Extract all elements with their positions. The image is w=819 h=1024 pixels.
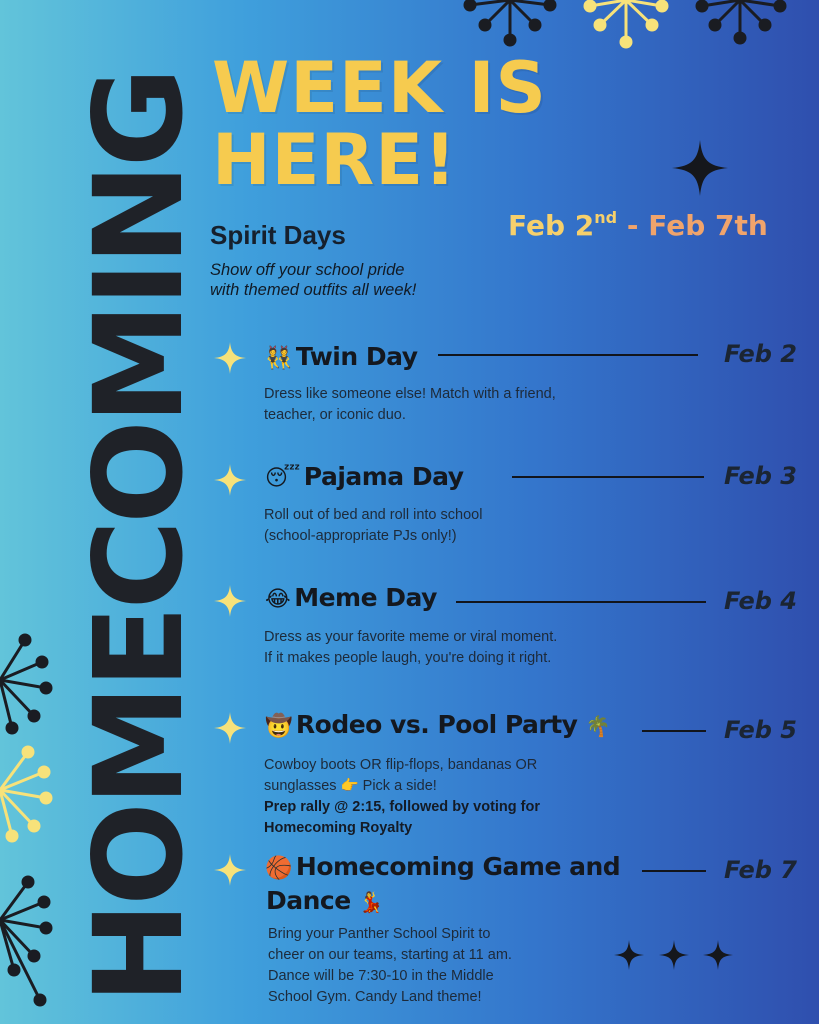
black-star-icon [672,140,728,196]
headline-line-1: WEEK IS [212,47,547,129]
headline-line-2: HERE! [212,119,458,201]
event-date: Feb 5 [723,716,797,744]
cowboy-face-icon: 🤠 [265,714,292,739]
sparkle-icon [214,464,246,496]
event-title [265,583,437,612]
event-title [265,710,614,739]
dancer-icon: 💃 [358,890,384,914]
event-description: Dress as your favorite meme or viral moment. If it makes people laugh, you're doing it right. [264,629,558,666]
spirit-days-subtitle [210,260,510,300]
event-title-text: Pajama Day [303,462,464,491]
subtitle-line-2: with themed outfits all week! [210,281,417,299]
sparkle-icon [214,342,246,374]
palm-tree-icon: 🌴 [585,714,611,738]
divider-line [456,601,706,603]
sleeping-face-icon: 😴 [265,466,300,491]
event-date: Feb 3 [723,462,797,490]
event-title [265,342,418,371]
date-range-end: - Feb 7th [617,209,768,242]
date-range-start: Feb 2 [508,209,595,242]
spirit-days-title: Spirit Days [210,220,346,250]
left-burst-decoration [0,620,60,1024]
date-range [508,208,768,242]
twins-icon: 👯 [265,346,292,371]
event-title-text: Homecoming Game and [295,852,621,881]
event-description: Roll out of bed and roll into school (school-appropriate PJs only!) [264,507,483,544]
divider-line [438,354,698,356]
event-description: Dress like someone else! Match with a friend, teacher, or iconic duo. [264,386,556,423]
event-description: Cowboy boots OR flip-flops, bandanas OR sunglasses 👉 Pick a side! Prep rally @ 2:15, followed by voting for Homecoming Royalty [264,757,540,836]
divider-line [512,476,704,478]
vertical-homecoming-title: HOMECOMING [68,71,210,1004]
basketball-icon: 🏀 [265,856,292,881]
event-title [265,852,620,881]
divider-line [642,730,706,732]
event-title-line-2 [266,886,387,915]
event-title [265,462,464,491]
sparkle-icon [214,585,246,617]
date-range-suffix: nd [594,208,618,227]
event-date: Feb 4 [723,587,797,615]
event-title-text: Twin Day [295,342,418,371]
sparkle-icon [214,854,246,886]
event-date: Feb 7 [723,856,797,884]
divider-line [642,870,706,872]
event-title-text: Meme Day [294,583,437,612]
headline [212,47,547,201]
event-title-text: Rodeo vs. Pool Party [295,710,578,739]
subtitle-line-1: Show off your school pride [210,261,405,279]
sparkle-icon [214,712,246,744]
event-title-text-2: Dance [266,886,351,915]
laughing-face-icon: 😂 [265,587,291,612]
event-description: Bring your Panther School Spirit to cheer on our teams, starting at 11 am. Dance will be 7:30-10 in the Middle School Gym. Candy Land theme! [268,926,512,1005]
three-stars-icon [612,938,736,972]
event-date: Feb 2 [723,340,797,368]
